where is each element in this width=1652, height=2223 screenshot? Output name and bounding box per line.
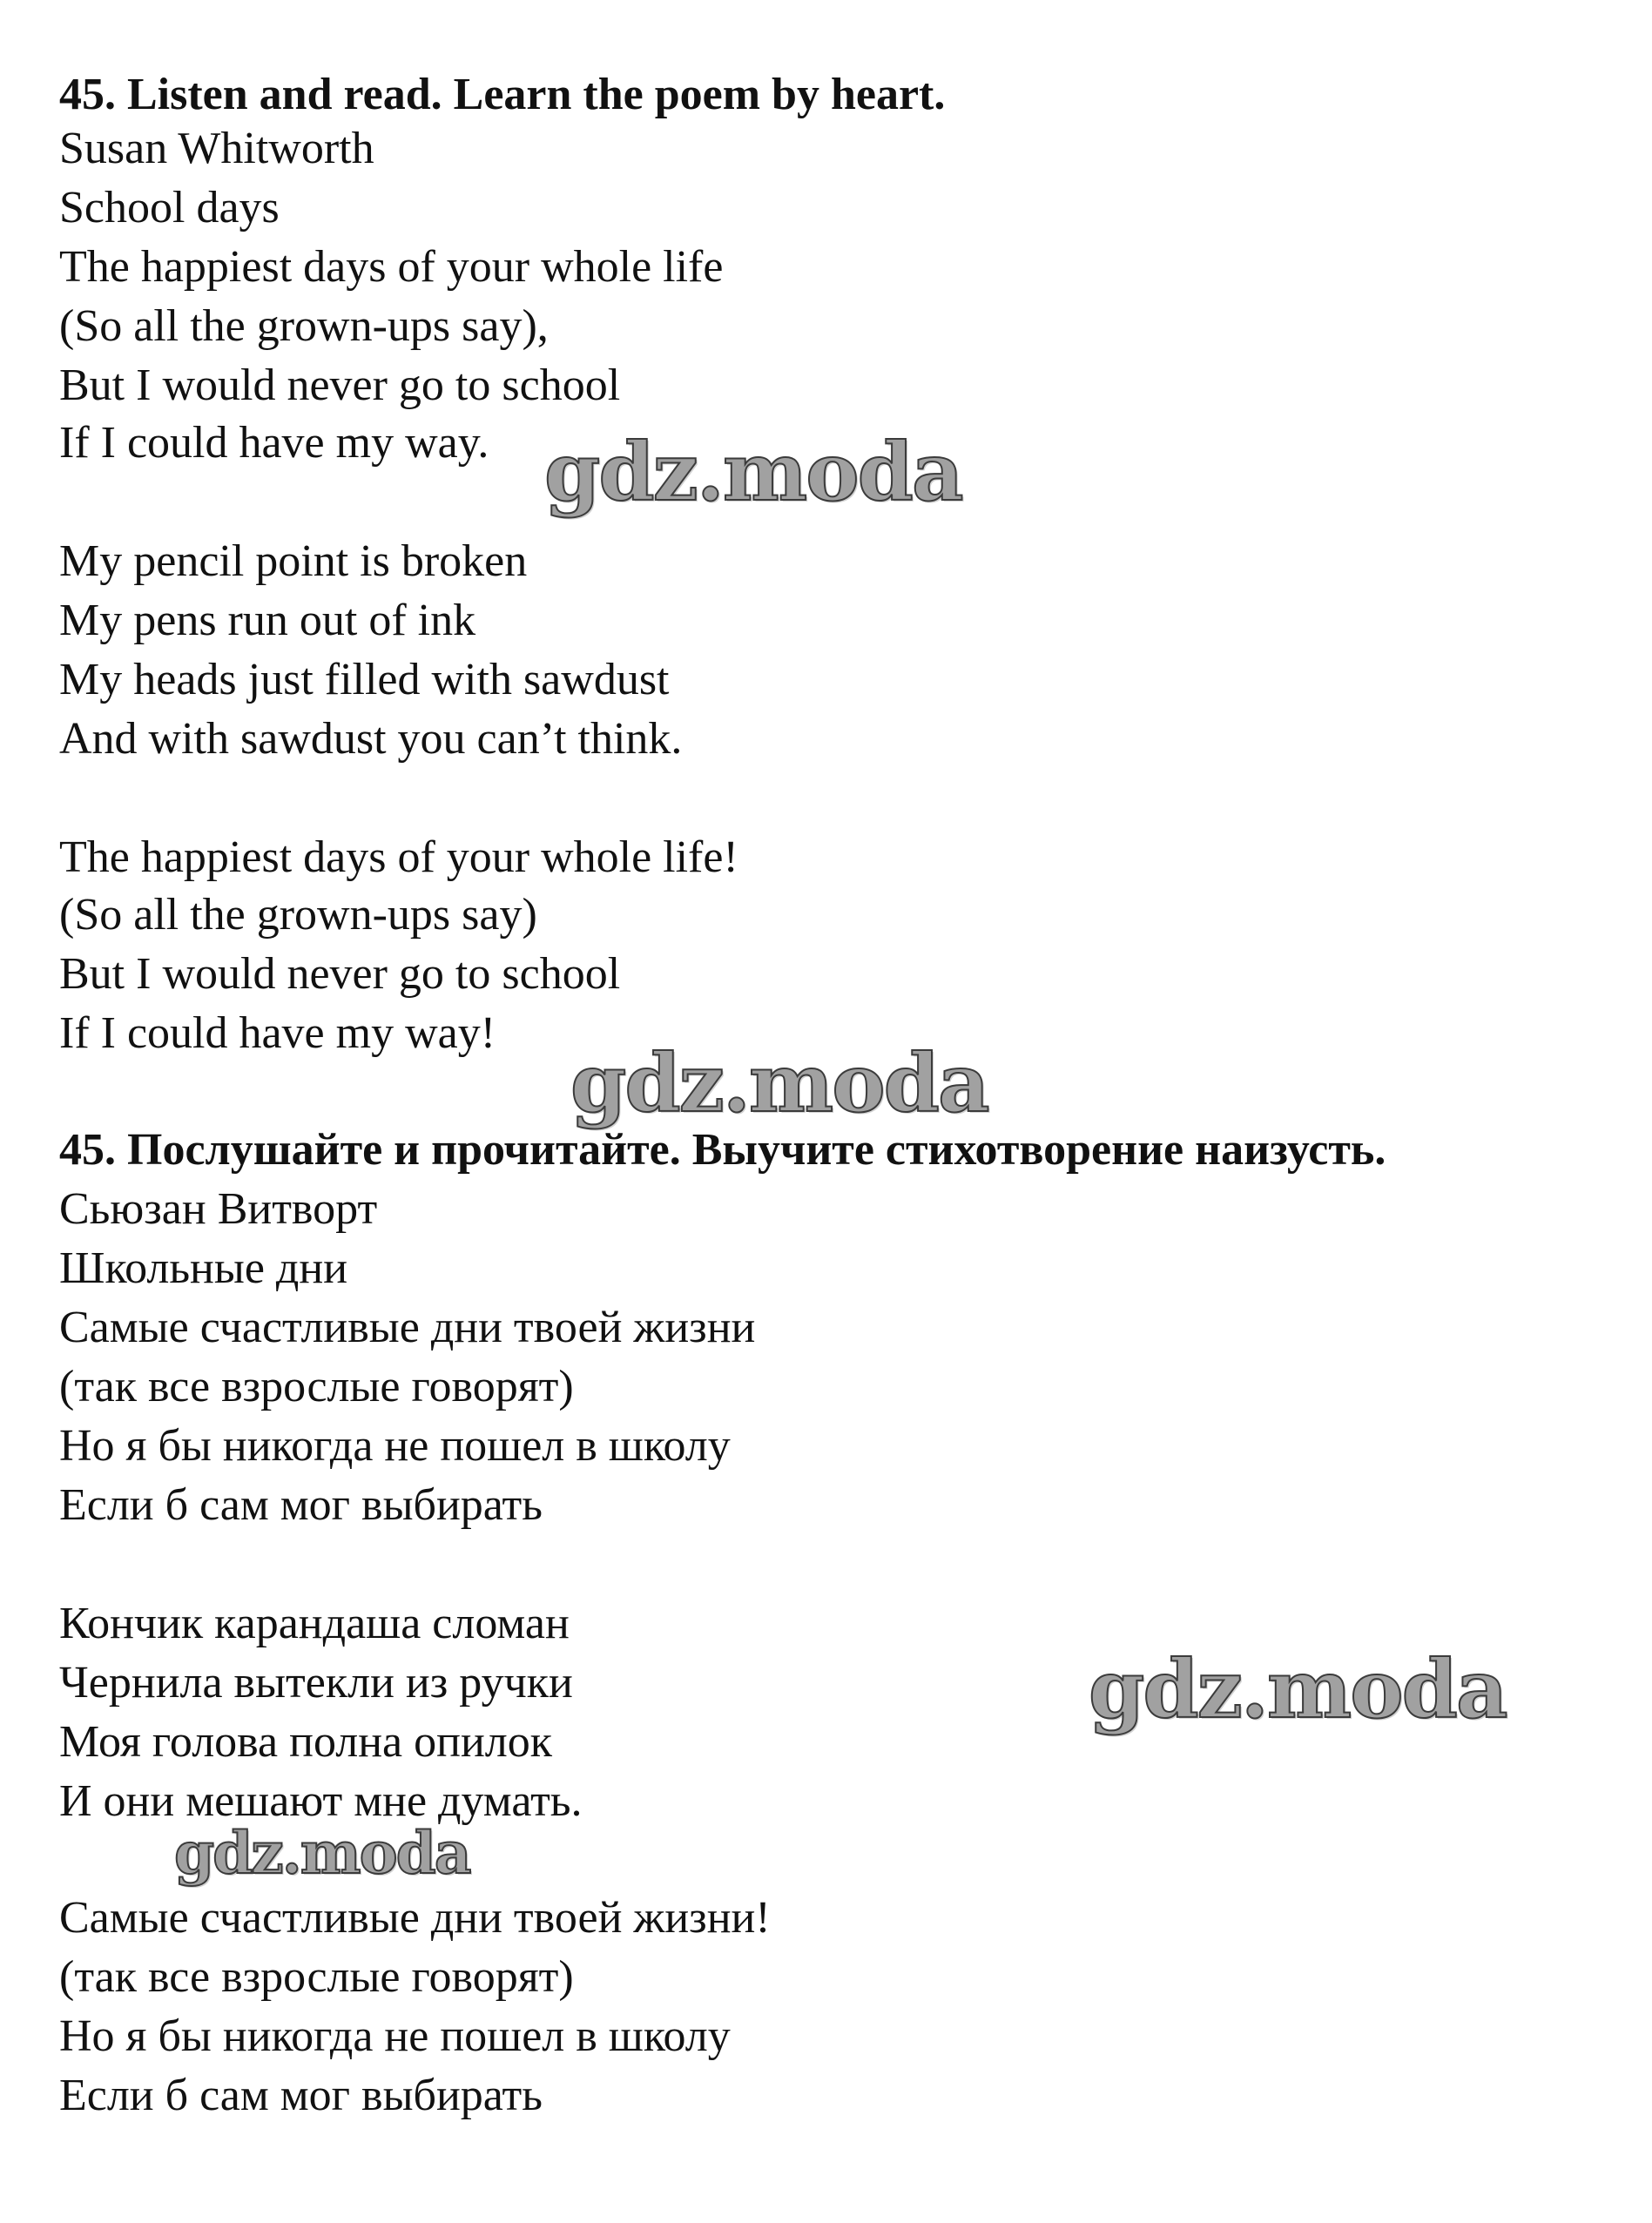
russian-stanza1-line2: (так все взрослые говорят) [59,1362,574,1411]
english-stanza2-line4: And with sawdust you can’t think. [59,714,683,764]
english-stanza1-line3: But I would never go to school [59,360,621,410]
russian-stanza3-line3: Но я бы никогда не пошел в школу [59,2011,731,2061]
watermark: gdz.moda [174,1819,470,1887]
russian-stanza1-line3: Но я бы никогда не пошел в школу [59,1421,731,1471]
watermark: gdz.moda [544,425,962,519]
russian-stanza2-line4: И они мешают мне думать. [59,1776,583,1826]
russian-heading: 45. Послушайте и прочитайте. Выучите стихотворение наизусть. [59,1125,1386,1175]
english-stanza1-line4: If I could have my way. [59,418,489,468]
russian-stanza3-line1: Самые счастливые дни твоей жизни! [59,1893,771,1943]
watermark: gdz.moda [1089,1642,1507,1736]
russian-stanza3-line2: (так все взрослые говорят) [59,1952,574,2002]
russian-stanza1-line1: Самые счастливые дни твоей жизни [59,1303,756,1352]
watermark: gdz.moda [570,1036,988,1130]
russian-stanza3-line4: Если б сам мог выбирать [59,2071,543,2120]
english-stanza3-line4: If I could have my way! [59,1008,496,1058]
russian-stanza1-line4: Если б сам мог выбирать [59,1480,543,1530]
english-author: Susan Whitworth [59,124,374,173]
russian-stanza2-line2: Чернила вытекли из ручки [59,1658,573,1708]
english-stanza3-line2: (So all the grown-ups say) [59,890,537,940]
english-stanza2-line2: My pens run out of ink [59,596,476,645]
english-stanza2-line3: My heads just filled with sawdust [59,655,670,704]
english-stanza1-line2: (So all the grown-ups say), [59,301,549,351]
english-poem-title: School days [59,183,280,232]
english-stanza2-line1: My pencil point is broken [59,536,528,586]
russian-poem-title: Школьные дни [59,1243,348,1293]
russian-stanza2-line3: Моя голова полна опилок [59,1717,552,1767]
english-heading: 45. Listen and read. Learn the poem by heart. [59,70,946,119]
russian-stanza2-line1: Кончик карандаша сломан [59,1599,570,1648]
english-stanza1-line1: The happiest days of your whole life [59,242,724,292]
russian-author: Сьюзан Витворт [59,1184,378,1234]
english-stanza3-line1: The happiest days of your whole life! [59,832,738,882]
english-stanza3-line3: But I would never go to school [59,949,621,999]
